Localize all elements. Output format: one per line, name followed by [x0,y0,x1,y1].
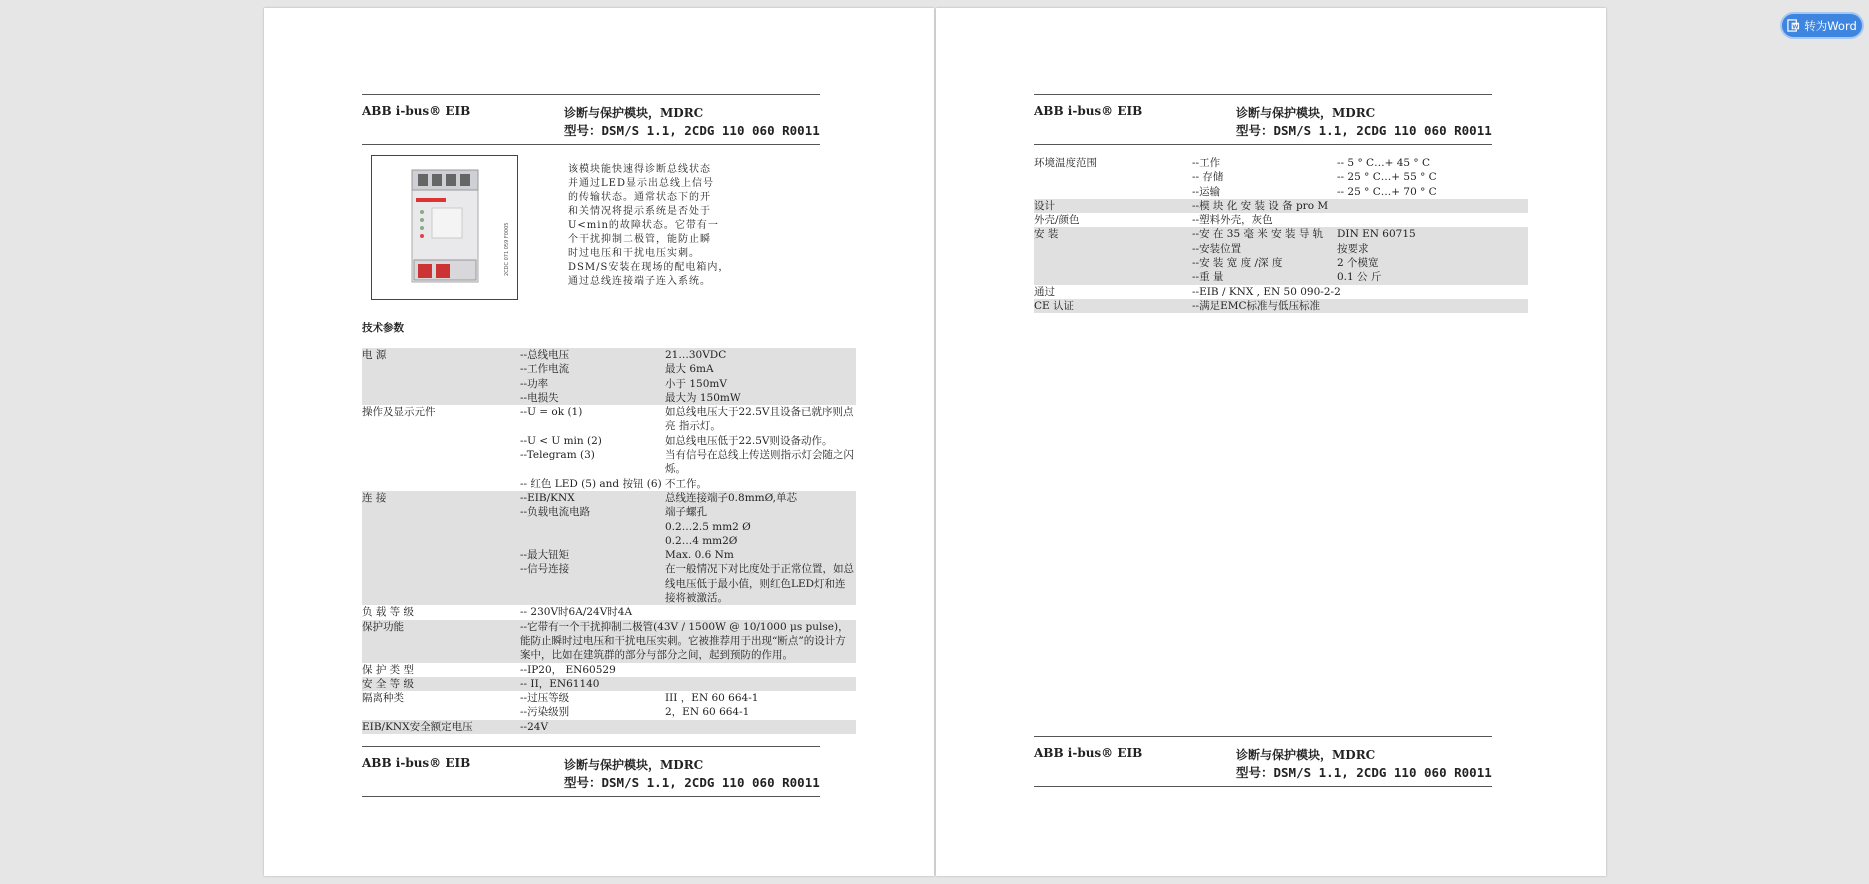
spec-key: --信号连接 [520,563,570,576]
spec-row [362,605,856,619]
spec-value: DIN EN 60715 [1337,228,1416,241]
spec-text: --满足EMC标准与低压标准 [1192,299,1321,312]
spec-key: --重 量 [1192,271,1224,284]
spec-category: CE 认证 [1034,299,1075,312]
spec-category: 负 载 等 级 [362,606,415,619]
footer-brand-label: ABB i-bus® EIB [362,756,471,770]
spec-row [1034,213,1528,227]
spec-value: 最大 6mA [665,363,714,376]
spec-category: 连 接 [362,491,387,504]
footer-title: 诊断与保护模块，MDRC [1236,748,1376,762]
spec-text: --塑料外壳，灰色 [1192,214,1273,227]
spec-category: EIB/KNX安全额定电压 [362,720,473,733]
spec-category: 设计 [1034,199,1055,212]
header-model: 型号：DSM/S 1.1, 2CDG 110 060 R0011 [1236,123,1492,138]
spec-key: --总线电压 [520,349,570,361]
spec-value: 如总线电压大于22.5V且设备已就序则点亮 指示灯。 [665,406,854,433]
convert-to-word-label: 转为Word [1804,18,1857,33]
spec-row [1034,199,1528,213]
spec-category: 操作及显示元件 [362,406,436,419]
spec-key: --负载电流电路 [520,506,591,519]
spec-category: 隔离种类 [362,692,404,705]
spec-key: -- 红色 LED (5) and 按钮 (6) [520,477,662,490]
spec-key: --安 在 35 毫 米 安 装 导 轨 [1192,228,1324,241]
spec-row [362,677,856,691]
spec-table [362,348,856,734]
spec-key: --工作 [1192,157,1221,169]
spec-value: 2，EN 60 664-1 [665,706,750,719]
footer-model: 型号：DSM/S 1.1, 2CDG 110 060 R0011 [1236,765,1492,780]
spec-text: --它带有一个干扰抑制二极管(43V / 1500W @ 10/1000 μs pulse)，能防止瞬时过电压和干扰电压实刺。它被推荐用于出现“断点”的设计方案中，比如在建筑群的部分与部分之间，起到预防的作用。 [520,620,849,662]
spec-row [362,348,856,405]
spec-text: -- 230V时6A/24V时4A [520,606,633,619]
document-page-1 [264,8,934,876]
spec-value: 在一般情况下对比度处于正常位置，如总线电压低于最小值，则红色LED灯和连接将被激活。 [665,563,854,605]
spec-key: --工作电流 [520,363,570,376]
svg-text:W: W [1792,24,1799,31]
spec-value: 按要求 [1337,242,1369,255]
spec-row [362,663,856,677]
document-page-2 [936,8,1606,876]
spec-key [520,520,665,534]
spec-text: -- II，EN61140 [520,677,600,690]
spec-value: 小于 150mV [665,377,727,390]
footer-title: 诊断与保护模块，MDRC [564,758,704,772]
spec-key: --EIB/KNX [520,491,575,504]
spec-category: 保 护 类 型 [362,663,415,676]
spec-value: -- 5 ° C…+ 45 ° C [1337,157,1431,169]
spec-category: 外壳/颜色 [1034,214,1080,227]
section-title: 技术参数 [362,322,404,334]
spec-category: 安 装 [1034,228,1059,241]
svg-text:2CDC 071 059 F0005: 2CDC 071 059 F0005 [504,222,510,276]
spec-text: --IP20， EN60529 [520,663,616,676]
product-description: 该模块能快速得诊断总线状态 并通过LED显示出总线上信号 的传输状态。通常状态下的开 和关情况将提示系统是否处于 U<min的故障状态。它带有一 个干扰抑制二极管，能防止瞬 时过电压和干扰电压实刺。 DSM/S安装在现场的配电箱内， 通过总线连接端子连入系统。 [568,164,730,287]
spec-key: --功率 [520,377,549,390]
convert-to-word-button[interactable] [1780,12,1864,39]
spec-row [362,620,856,663]
word-document-icon [1787,19,1800,32]
spec-key: --过压等级 [520,692,570,705]
brand-label: ABB i-bus® EIB [1034,104,1143,118]
header-title: 诊断与保护模块，MDRC [1236,106,1376,120]
spec-row [1034,299,1528,313]
footer-model: 型号：DSM/S 1.1, 2CDG 110 060 R0011 [564,775,820,790]
spec-key: -- 存储 [1192,171,1224,184]
spec-key: --最大钮矩 [520,549,570,562]
spec-value: 总线连接端子0.8mmØ,单芯 [665,491,797,504]
spec-value: -- 25 ° C…+ 55 ° C [1337,171,1437,184]
spec-category: 保护功能 [362,620,404,633]
spec-value: 当有信号在总线上传送则指示灯会随之闪烁。 [665,449,854,476]
spec-value: 如总线电压低于22.5V则设备动作。 [665,434,833,447]
spec-key: --污染级别 [520,706,570,719]
spec-value: 0.2…4 mm2Ø [665,534,738,547]
spec-key: --U < U min (2) [520,434,602,447]
spec-key [520,534,665,548]
spec-value: 0.1 公 斤 [1337,271,1382,284]
spec-value: -- 25 ° C…+ 70 ° C [1337,185,1437,198]
spec-value: 最大为 150mW [665,391,741,404]
header-model: 型号：DSM/S 1.1, 2CDG 110 060 R0011 [564,123,820,138]
spec-key: --Telegram (3) [520,449,595,462]
spec-value: Max. 0.6 Nm [665,549,734,562]
spec-row [362,691,856,720]
spec-value: 端子螺孔 [665,506,707,519]
spec-text: --EIB / KNX , EN 50 090-2-2 [1192,285,1341,298]
header-title: 诊断与保护模块，MDRC [564,106,704,120]
spec-key: --安 装 宽 度 /深 度 [1192,257,1283,270]
spec-row [362,720,856,734]
spec-key: --U = ok (1) [520,406,583,419]
spec-text: --24V [520,720,549,733]
spec-category: 安 全 等 级 [362,677,415,690]
spec-value: 不工作。 [665,477,707,490]
spec-value: 2 个模宽 [1337,257,1379,270]
spec-key: --运输 [1192,185,1221,198]
spec-category: 电 源 [362,349,387,361]
spec-row [1034,156,1528,199]
spec-row [1034,285,1528,299]
product-image [371,155,518,300]
spec-key: --电损失 [520,391,559,404]
spec-value: 0.2…2.5 mm2 Ø [665,520,751,533]
spec-key: --安装位置 [1192,242,1242,255]
spec-value: 21…30VDC [665,349,727,361]
spec-text: --模 块 化 安 装 设 备 pro M [1192,199,1329,212]
brand-label: ABB i-bus® EIB [362,104,471,118]
spec-category: 通过 [1034,285,1055,298]
spec-table [1034,156,1528,313]
spec-row [362,491,856,605]
spec-row [1034,227,1528,284]
spec-row [362,405,856,491]
spec-category: 环境温度范围 [1034,157,1097,169]
footer-brand-label: ABB i-bus® EIB [1034,746,1143,760]
spec-value: III ，EN 60 664-1 [665,692,759,705]
